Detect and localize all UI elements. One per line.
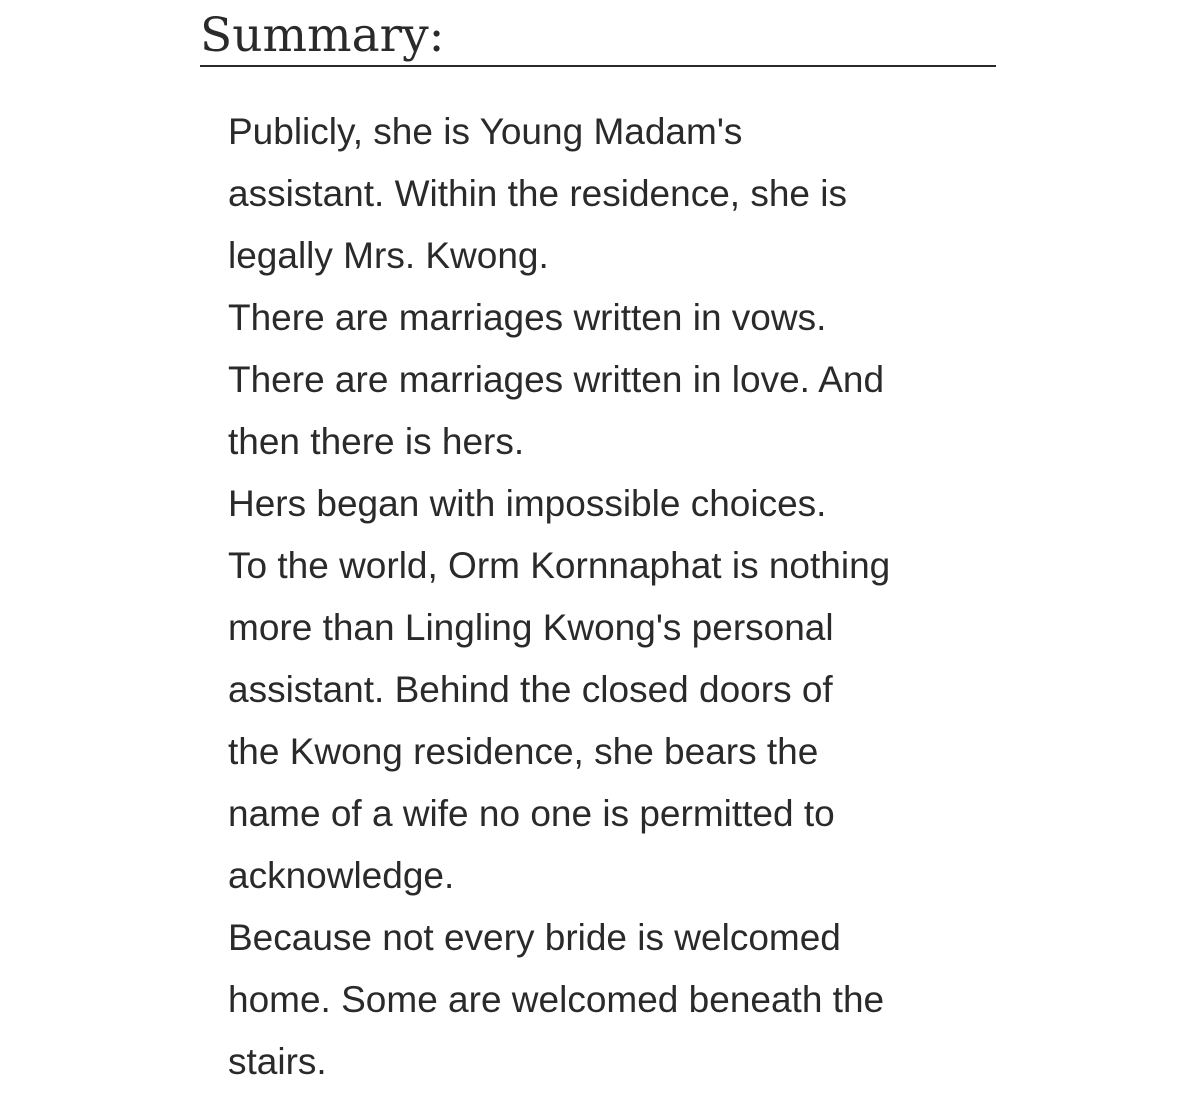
summary-heading: Summary: (200, 0, 996, 67)
summary-line: the Kwong residence, she bears the (228, 731, 819, 772)
summary-line: There are marriages written in love. And (228, 359, 885, 400)
summary-body (228, 101, 988, 1093)
summary-line: home. Some are welcomed beneath the (228, 979, 885, 1020)
summary-line: more than Lingling Kwong's personal (228, 607, 834, 648)
summary-line: acknowledge. (228, 855, 455, 896)
summary-line: assistant. Behind the closed doors of (228, 669, 833, 710)
summary-line: Hers began with impossible choices. (228, 483, 827, 524)
summary-line: assistant. Within the residence, she is (228, 173, 848, 214)
summary-line: name of a wife no one is permitted to (228, 793, 835, 834)
summary-line: Because not every bride is welcomed (228, 917, 841, 958)
summary-section (200, 0, 996, 1093)
summary-line: legally Mrs. Kwong. (228, 235, 549, 276)
summary-line: then there is hers. (228, 421, 525, 462)
summary-line: To the world, Orm Kornnaphat is nothing (228, 545, 891, 586)
summary-line: stairs. (228, 1041, 327, 1082)
summary-line: There are marriages written in vows. (228, 297, 827, 338)
summary-line: Publicly, she is Young Madam's (228, 111, 743, 152)
